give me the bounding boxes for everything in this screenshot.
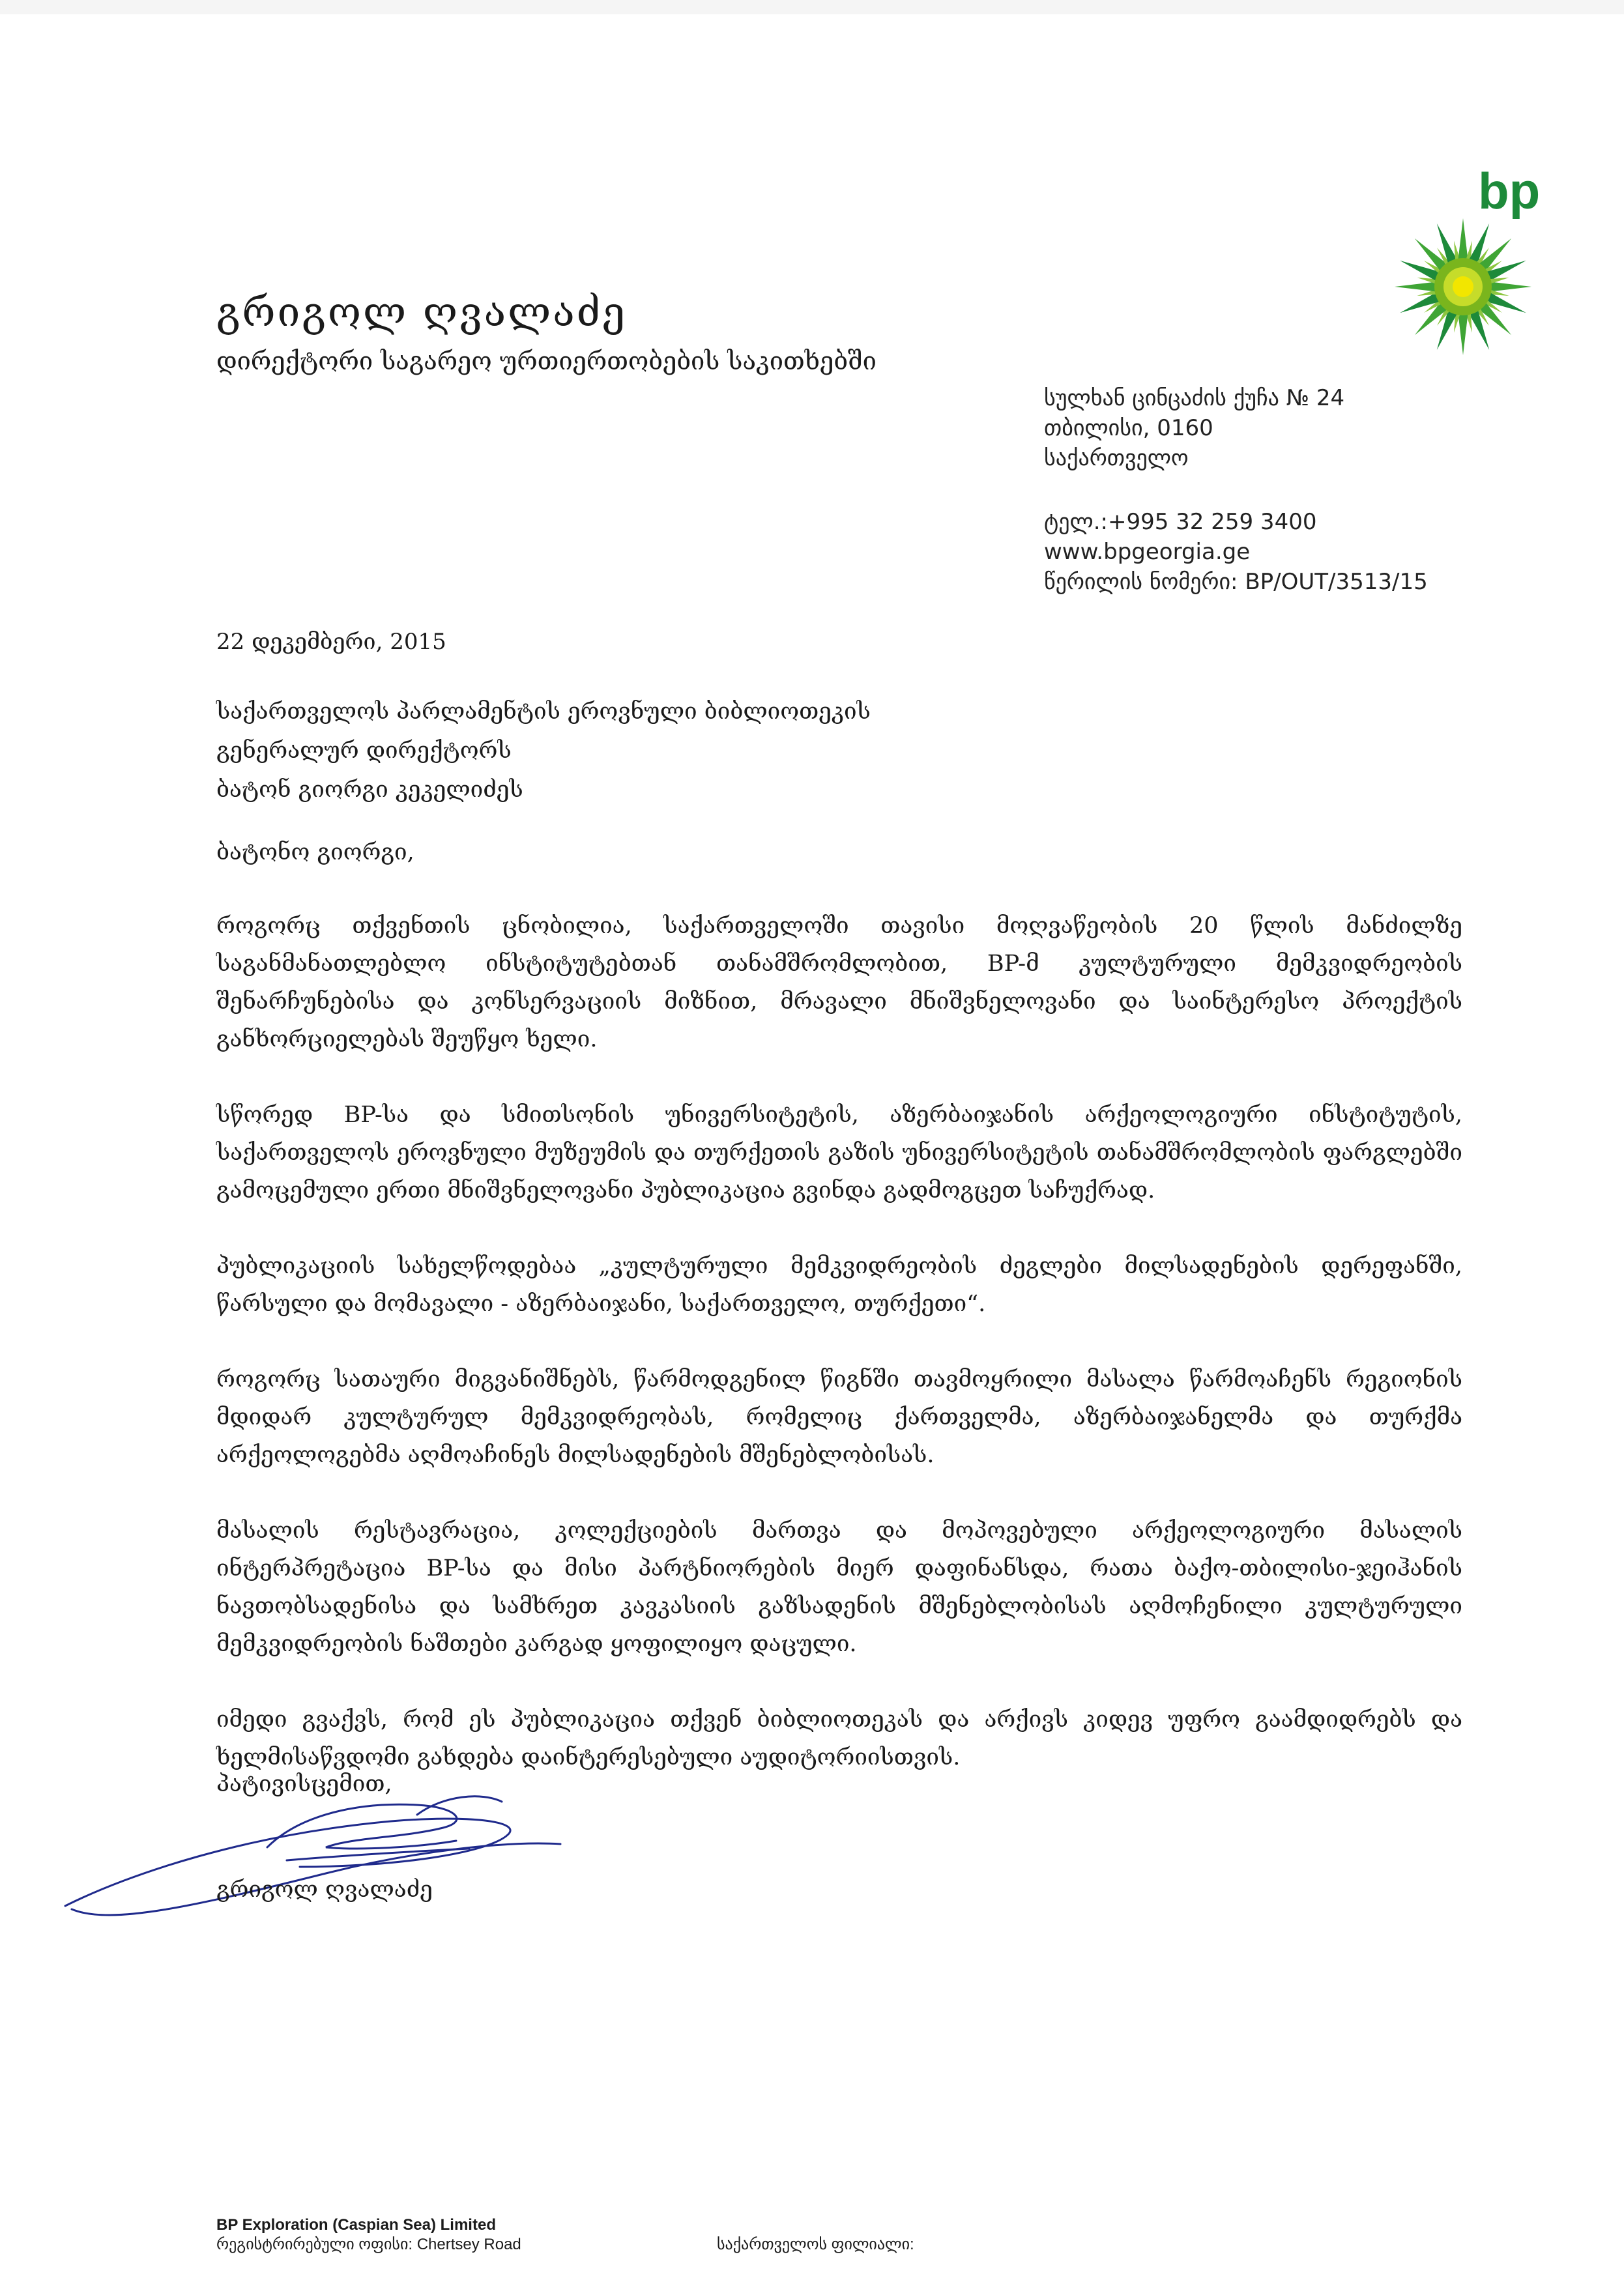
bp-logo-icon <box>1382 163 1544 358</box>
body-paragraph: როგორც თქვენთის ცნობილია, საქართველოში თავისი მოღვაწეობის 20 წლის მანძილზე საგანმანათლებლო ინსტიტუტებთან თანამშრომლობით, BP-მ კულტურული მემკვიდრეობის შენარჩუნებისა და კონსერვაციის მიზნით, მრავალი მნიშვნელოვანი და საინტერესო პროექტის განხორციელებას შეუწყო ხელი. <box>216 913 1462 1052</box>
footer-branch: საქართველოს ფილიალი: <box>717 2236 914 2253</box>
recipient-line: გენერალურ დირექტორს <box>216 738 512 764</box>
body-paragraph: მასალის რესტავრაცია, კოლექციების მართვა და მოპოვებული არქეოლოგიური მასალის ინტერპრეტაცია BP-სა და მისი პარტნიორების მიერ დაფინანსდა, რათა ბაქო-თბილისი-ჯეიჰანის ნავთობსადენისა და სამხრეთ კავკასიის გაზსადენის მშენებლობისას აღმოჩენილი კულტურული მემკვიდრეობის ნაშთები კარგად ყოფილიყო დაცული. <box>216 1518 1462 1657</box>
body-paragraph: პუბლიკაციის სახელწოდებაა „კულტურული მემკვიდრეობის ძეგლები მილსადენების დერეფანში, წარსული და მომავალი - აზერბაიჯანი, საქართველო, თურქეთი“. <box>216 1253 1462 1317</box>
sunburst-ray <box>1395 281 1438 292</box>
sender-contact <box>1044 507 1428 597</box>
bp-logo-text: bp <box>1478 163 1541 220</box>
recipient-block <box>216 692 871 809</box>
salutation: ბატონო გიორგი, <box>216 839 414 865</box>
sender-address <box>1044 383 1344 473</box>
address-street: სულხან ცინცაძის ქუჩა № 24 <box>1044 385 1345 411</box>
body-paragraph: როგორც სათაური მიგვანიშნებს, წარმოდგენილ წიგნში თავმოყრილი მასალა წარმოაჩენს რეგიონის მდიდარ კულტურულ მემკვიდრეობას, რომელიც ქართველმა, აზერბაიჯანელმა და თურქმა არქეოლოგებმა აღმოაჩინეს მილსადენების მშენებლობისას. <box>216 1366 1462 1468</box>
sender-title: დირექტორი საგარეო ურთიერთობების საკითხებში <box>216 347 877 375</box>
signatory-name: გრიგოლ ღვალაძე <box>216 1877 433 1903</box>
letter-number: წერილის ნომერი: BP/OUT/3513/15 <box>1044 569 1428 595</box>
top-scan-edge <box>0 0 1624 14</box>
helios-sunburst-icon <box>1395 218 1531 355</box>
closing-phrase: პატივისცემით, <box>216 1771 392 1797</box>
sunburst-ray <box>1458 312 1468 355</box>
address-country: საქართველო <box>1044 445 1189 471</box>
address-city: თბილისი, 0160 <box>1044 415 1213 441</box>
handwritten-signature <box>52 1776 587 1932</box>
sender-name: გრიგოლ ღვალაძე <box>216 288 627 336</box>
footer-company: BP Exploration (Caspian Sea) Limited <box>216 2216 496 2234</box>
footer-registered-office: რეგისტრირებული ოფისი: Chertsey Road <box>216 2236 521 2253</box>
letter-body <box>216 907 1462 1814</box>
footer <box>216 2215 521 2255</box>
body-paragraph: იმედი გვაქვს, რომ ეს პუბლიკაცია თქვენ ბიბლიოთეკას და არქივს კიდევ უფრო გაამდიდრებს და ხელმისაწვდომი გახდება დაინტერესებული აუდიტორიისთვის. <box>216 1707 1462 1770</box>
sunburst-ray <box>1488 281 1531 292</box>
sunburst-ray <box>1458 218 1468 261</box>
letter-date: 22 დეკემბერი, 2015 <box>216 629 446 655</box>
recipient-line: ბატონ გიორგი კეკელიძეს <box>216 777 523 803</box>
recipient-line: საქართველოს პარლამენტის ეროვნული ბიბლიოთეკის <box>216 699 871 725</box>
body-paragraph: სწორედ BP-სა და სმითსონის უნივერსიტეტის, აზერბაიჯანის არქეოლოგიური ინსტიტუტის, საქართველოს ეროვნული მუზეუმის და თურქეთის გაზის უნივერსიტეტის თანამშრომლობის ფარგლებში გამოცემული ერთი მნიშვნელოვანი პუბლიკაცია გვინდა გადმოგცეთ საჩუქრად. <box>216 1102 1462 1204</box>
phone-number: ტელ.:+995 32 259 3400 <box>1044 509 1317 535</box>
website-link[interactable]: www.bpgeorgia.ge <box>1044 539 1251 565</box>
